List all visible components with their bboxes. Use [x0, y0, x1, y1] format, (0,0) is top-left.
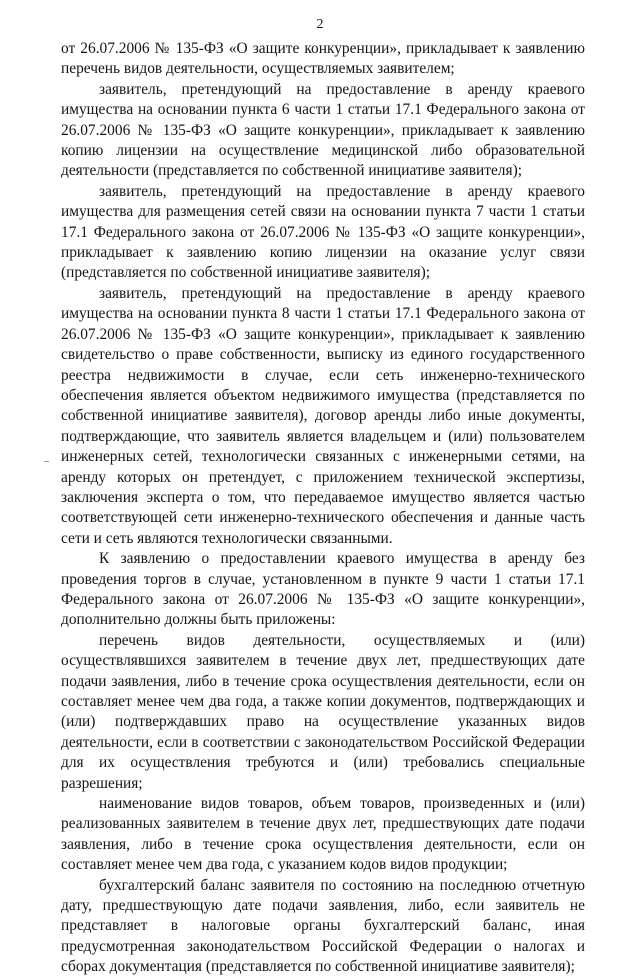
paragraph-activity-list: перечень видов деятельности, осуществляемых и (или) осуществлявшихся заявителем в течение двух лет, предшествующих дате подачи заявления, либо в течение срока осуществления деятельности, если он составляет менее чем два года, а также копии документов, подтверждающих и (или) подтверждавших право на осуществление указанных видов деятельности, если в соответствии с законодательством Российской Федерации для их осуществления требуются и (или) требовались специальные разрешения;: [61, 631, 585, 792]
paragraph-medical-license: заявитель, претендующий на предоставление в аренду краевого имущества на основании пункта 6 части 1 статьи 17.1 Федерального закона от 26.07.2006 № 135-ФЗ «О защите конкуренции», прикладывает к заявлению копию лицензии на осуществление медицинской либо образовательной деятельности (представляется по собственной инициативе заявителя);: [61, 80, 585, 180]
document-body: [61, 39, 585, 978]
paragraph-continuation: от 26.07.2006 № 135-ФЗ «О защите конкуренции», прикладывает к заявлению перечень видов деятельности, осуществляемых заявителем;: [61, 40, 585, 78]
page-number: 2: [316, 17, 324, 32]
paragraph-balance-sheet: бухгалтерский баланс заявителя по состоянию на последнюю отчетную дату, предшествующую дате подачи заявления, либо, если заявитель не представляет в налоговые органы бухгалтерский баланс, иная предусмотренная законодательством Российской Федерации о налогах и сборах документация (представляется по собственной инициативе заявителя);: [61, 876, 585, 976]
paragraph-additional-documents-intro: К заявлению о предоставлении краевого имущества в аренду без проведения торгов в случае, установленном в пункте 9 части 1 статьи 17.1 Федерального закона от 26.07.2006 № 135-ФЗ «О защите конкуренции», дополнительно должны быть приложены:: [61, 550, 585, 629]
paragraph-engineering-networks: заявитель, претендующий на предоставление в аренду краевого имущества на основании пункта 8 части 1 статьи 17.1 Федерального закона от 26.07.2006 № 135-ФЗ «О защите конкуренции», прикладывает к заявлению свидетельство о праве собственности, выписку из единого государственного реестра недвижимости в случае, если сеть инженерно-технического обеспечения является объектом недвижимого имущества (представляется по собственной инициативе заявителя), договор аренды либо иные документы, подтверждающие, что заявитель является владельцем и (или) пользователем инженерных сетей, технологически связанных с инженерными сетями, на аренду которых он претендует, с приложением технической экспертизы, заключения эксперта о том, что передаваемое имущество является частью соответствующей сети инженерно-технического обеспечения и данные часть сети и сеть являются технологически связанными.: [61, 284, 585, 547]
margin-mark: [44, 461, 49, 462]
paragraph-goods-list: наименование видов товаров, объем товаров, произведенных и (или) реализованных заявителем в течение двух лет, предшествующих дате подачи заявления, либо в течение срока осуществления деятельности, если он составляет менее чем два года, с указанием кодов видов продукции;: [61, 795, 585, 874]
paragraph-communication-license: заявитель, претендующий на предоставление в аренду краевого имущества для размещения сетей связи на основании пункта 7 части 1 статьи 17.1 Федерального закона от 26.07.2006 № 135-ФЗ «О защите конкуренции», прикладывает к заявлению копию лицензии на оказание услуг связи (представляется по собственной инициативе заявителя);: [61, 182, 585, 282]
